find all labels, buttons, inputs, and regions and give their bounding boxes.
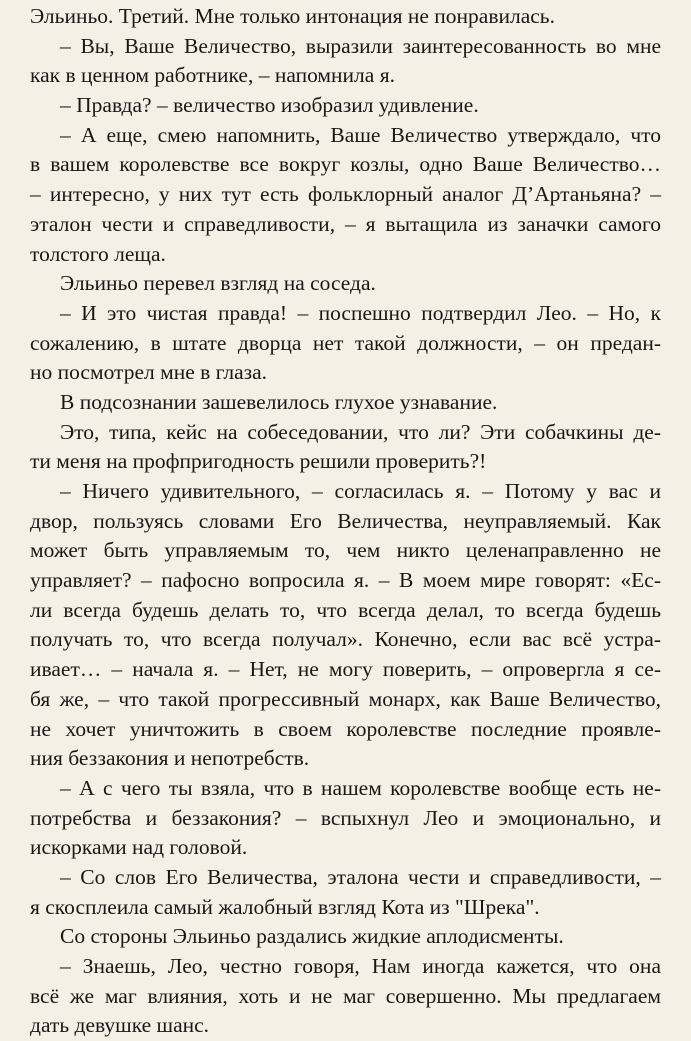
text-line: как в ценном работнике, – напомнила я. xyxy=(30,63,395,88)
text-line: дать девушке шанс. xyxy=(30,1013,210,1038)
text-line: управляет? – пафосно вопросила я. – В моем мире говорят: «Ес- xyxy=(30,568,661,593)
text-line: ния беззакония и непотребств. xyxy=(30,746,310,771)
text-line: В подсознании зашевелилось глухое узнавание. xyxy=(60,389,498,414)
text-line: – Ничего удивительного, – согласилась я. – Потому у вас и xyxy=(60,479,661,503)
text-line: ивает… – начала я. – Нет, не могу поверить, – опровергла я се- xyxy=(30,657,661,682)
text-line: – интересно, у них тут есть фольклорный аналог Д’Артаньяна? – xyxy=(30,182,661,207)
text-line: в вашем королевстве все вокруг козлы, одно Ваше Величество… xyxy=(30,152,661,177)
text-line: ти меня на профпригодность решили проверить?! xyxy=(30,449,487,474)
text-line: искорками над головой. xyxy=(30,835,248,860)
text-line: Со стороны Эльиньо раздались жидкие аплодисменты. xyxy=(60,924,564,949)
text-line: потребства и беззакония? – вспыхнул Лео и эмоционально, и xyxy=(30,805,661,830)
text-line: – Правда? – величество изобразил удивление. xyxy=(60,93,479,118)
text-line: всё же маг влияния, хоть и не маг совершенно. Мы предлагаем xyxy=(30,983,661,1008)
text-line: эталон чести и справедливости, – я вытащила из заначки самого xyxy=(30,211,661,236)
text-line: ли всегда будешь делать то, что всегда делал, то всегда будешь xyxy=(30,597,661,622)
text-line: но посмотрел мне в глаза. xyxy=(30,360,268,385)
text-line: не хочет уничтожить в своем королевстве последние проявле- xyxy=(30,716,661,741)
text-line: Это, типа, кейс на собеседовании, что ли? Эти собачкины де- xyxy=(60,419,661,444)
text-line: – А еще, смею напомнить, Ваше Величество утверждало, что xyxy=(60,122,661,147)
text-line: Эльиньо перевел взгляд на соседа. xyxy=(60,271,376,296)
text-line: – А с чего ты взяла, что в нашем королевстве вообще есть не- xyxy=(60,775,661,800)
text-line: – Со слов Его Величества, эталона чести и справедливости, – xyxy=(60,864,661,889)
text-line: – Вы, Ваше Величество, выразили заинтересованность во мне xyxy=(60,33,661,58)
text-line: может быть управляемым то, чем никто целенаправленно не xyxy=(30,538,661,563)
text-line: я скосплеила самый жалобный взгляд Кота из "Шрека". xyxy=(30,894,540,919)
text-line: – И это чистая правда! – поспешно подтвердил Лео. – Но, к xyxy=(60,300,661,325)
text-line: – Знаешь, Лео, честно говоря, Нам иногда кажется, что она xyxy=(60,954,661,978)
text-line: двор, пользуясь словами Его Величества, неуправляемый. Как xyxy=(30,508,661,533)
text-line: бя же, – что такой прогрессивный монарх, как Ваше Величество, xyxy=(30,686,661,711)
text-line: толстого леща. xyxy=(30,241,166,266)
text-line: сожалению, в штате дворца нет такой должности, – он предан- xyxy=(30,330,661,355)
text-line: Эльиньо. Третий. Мне только интонация не понравилась. xyxy=(30,4,555,28)
text-line: получать то, что всегда получал». Конечно, если вас всё устра- xyxy=(30,627,661,652)
